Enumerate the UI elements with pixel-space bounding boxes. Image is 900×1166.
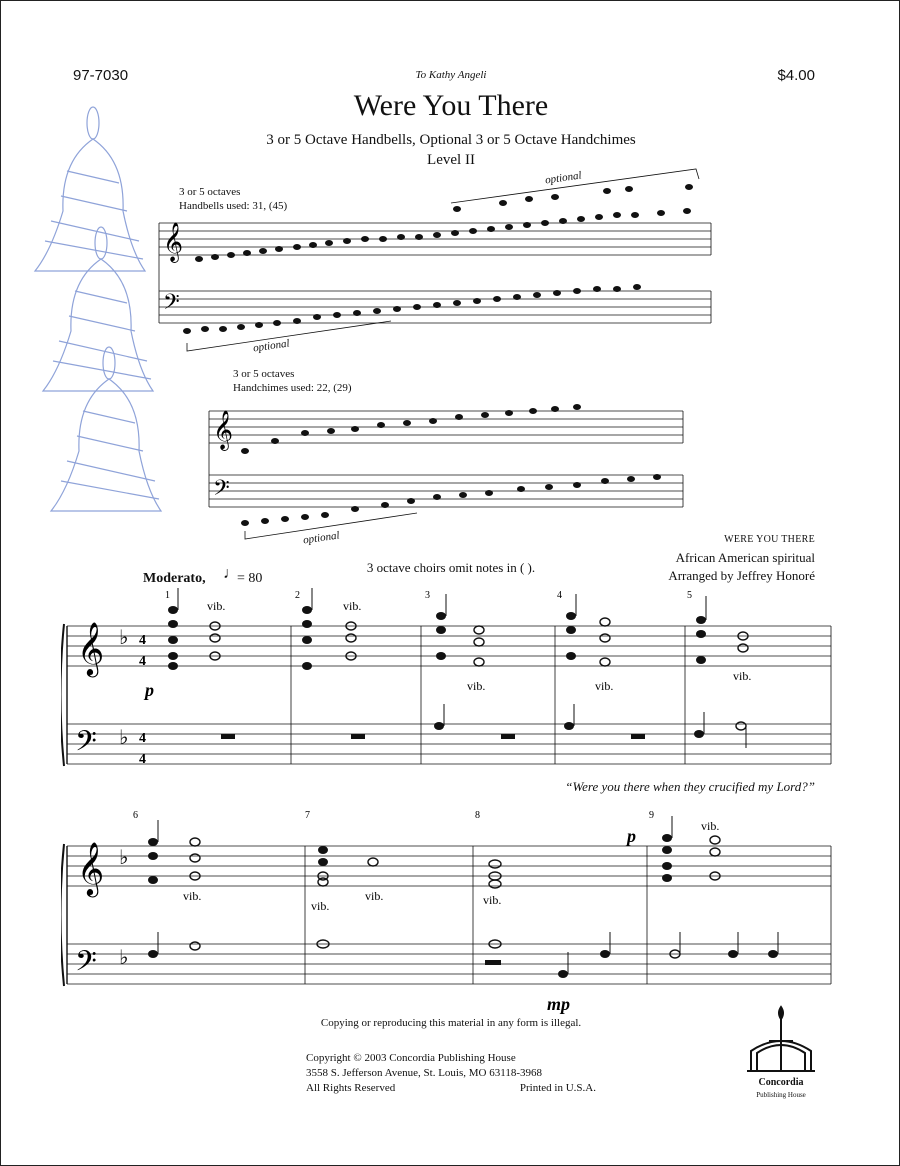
handchime-range-staff xyxy=(205,381,689,541)
bell-icon xyxy=(51,347,161,511)
score-system-2 xyxy=(61,806,833,1016)
choir-note: 3 octave choirs omit notes in ( ). xyxy=(366,560,536,575)
svg-text:vib.: vib. xyxy=(595,679,614,693)
optional-label-chimes: optional xyxy=(302,529,341,547)
handchimes-used: Handchimes used: 22, (29) xyxy=(233,382,352,394)
tempo-value: = 80 xyxy=(237,571,263,586)
dedication: To Kathy Angeli xyxy=(415,69,487,81)
treble-clef-icon: 𝄞 xyxy=(213,412,234,449)
catalog-number: 97-7030 xyxy=(73,67,129,84)
bass-clef-icon: 𝄢 xyxy=(213,476,230,505)
svg-text:8: 8 xyxy=(475,810,480,821)
svg-text:2: 2 xyxy=(295,590,300,601)
flat-key-signature-icon: ♭ xyxy=(119,847,129,869)
handbells-used: Handbells used: 31, (45) xyxy=(179,200,288,212)
svg-text:4: 4 xyxy=(139,731,146,746)
svg-text:vib.: vib. xyxy=(343,599,362,613)
credits xyxy=(668,531,815,585)
page-title: Were You There xyxy=(353,89,549,122)
bell-icon xyxy=(43,227,153,391)
score-system-1 xyxy=(61,586,833,781)
treble-clef-icon: 𝄞 xyxy=(77,843,105,894)
publisher-address: 3558 S. Jefferson Avenue, St. Louis, MO 63118-3968 xyxy=(306,1067,542,1079)
svg-text:4: 4 xyxy=(557,590,562,601)
handbells-octaves: 3 or 5 octaves xyxy=(179,186,241,198)
quarter-note-icon: ♩ xyxy=(223,565,239,582)
treble-clef-icon: 𝄞 xyxy=(77,623,105,674)
optional-label-bottom: optional xyxy=(252,337,291,355)
svg-text:3: 3 xyxy=(425,590,430,601)
song-origin: African American spiritual xyxy=(675,550,815,565)
bass-clef-icon: 𝄢 xyxy=(75,727,97,764)
arranger: Arranged by Jeffrey Honoré xyxy=(668,568,815,583)
measure-numbers xyxy=(133,810,654,821)
copyright-block xyxy=(306,1051,596,1096)
bass-clef-icon: 𝄢 xyxy=(163,290,180,319)
svg-text:1: 1 xyxy=(165,590,170,601)
dynamic-mp: mp xyxy=(547,994,571,1014)
svg-text:vib.: vib. xyxy=(467,679,486,693)
concordia-logo-icon xyxy=(743,1001,819,1077)
svg-text:vib.: vib. xyxy=(365,889,384,903)
svg-text:vib.: vib. xyxy=(733,669,752,683)
tempo-marking: Moderato, xyxy=(143,571,206,586)
dynamic-p: p xyxy=(627,826,636,846)
svg-text:4: 4 xyxy=(139,633,146,648)
svg-text:4: 4 xyxy=(139,654,146,669)
svg-text:vib.: vib. xyxy=(701,819,720,833)
lyric-line: “Were you there when they crucified my Lord?” xyxy=(565,779,815,794)
handbell-range-staff xyxy=(151,161,721,361)
copyright-line: Copyright © 2003 Concordia Publishing House xyxy=(306,1052,516,1064)
flat-key-signature-icon: ♭ xyxy=(119,727,129,749)
svg-text:vib.: vib. xyxy=(311,899,330,913)
bass-clef-icon: 𝄢 xyxy=(75,947,97,984)
svg-text:vib.: vib. xyxy=(483,893,502,907)
printed-text: Printed in U.S.A. xyxy=(519,1082,596,1094)
svg-text:7: 7 xyxy=(305,810,310,821)
publisher-name: Concordia xyxy=(758,1077,804,1088)
flat-key-signature-icon: ♭ xyxy=(119,627,129,649)
rights-text: All Rights Reserved xyxy=(306,1082,396,1094)
optional-label-top: optional xyxy=(544,169,583,187)
copy-warning: Copying or reproducing this material in any form is illegal. xyxy=(320,1017,582,1029)
difficulty-level: Level II xyxy=(427,152,475,168)
svg-text:6: 6 xyxy=(133,810,138,821)
handchimes-octaves: 3 or 5 octaves xyxy=(233,368,295,380)
bell-icon xyxy=(35,107,145,271)
svg-text:5: 5 xyxy=(687,590,692,601)
instrumentation: 3 or 5 Octave Handbells, Optional 3 or 5 Octave Handchimes xyxy=(266,132,636,148)
svg-text:vib.: vib. xyxy=(183,889,202,903)
time-signature xyxy=(139,633,146,767)
dynamic-p: p xyxy=(145,680,154,700)
rights-row xyxy=(306,1081,596,1096)
svg-text:9: 9 xyxy=(649,810,654,821)
price: $4.00 xyxy=(777,67,815,84)
flat-key-signature-icon: ♭ xyxy=(119,947,129,969)
publisher-tagline: Publishing House xyxy=(756,1091,806,1099)
treble-clef-icon: 𝄞 xyxy=(163,224,184,261)
svg-text:4: 4 xyxy=(139,752,146,767)
measure-numbers xyxy=(165,590,692,601)
song-caption: WERE YOU THERE xyxy=(724,534,815,545)
svg-text:vib.: vib. xyxy=(207,599,226,613)
